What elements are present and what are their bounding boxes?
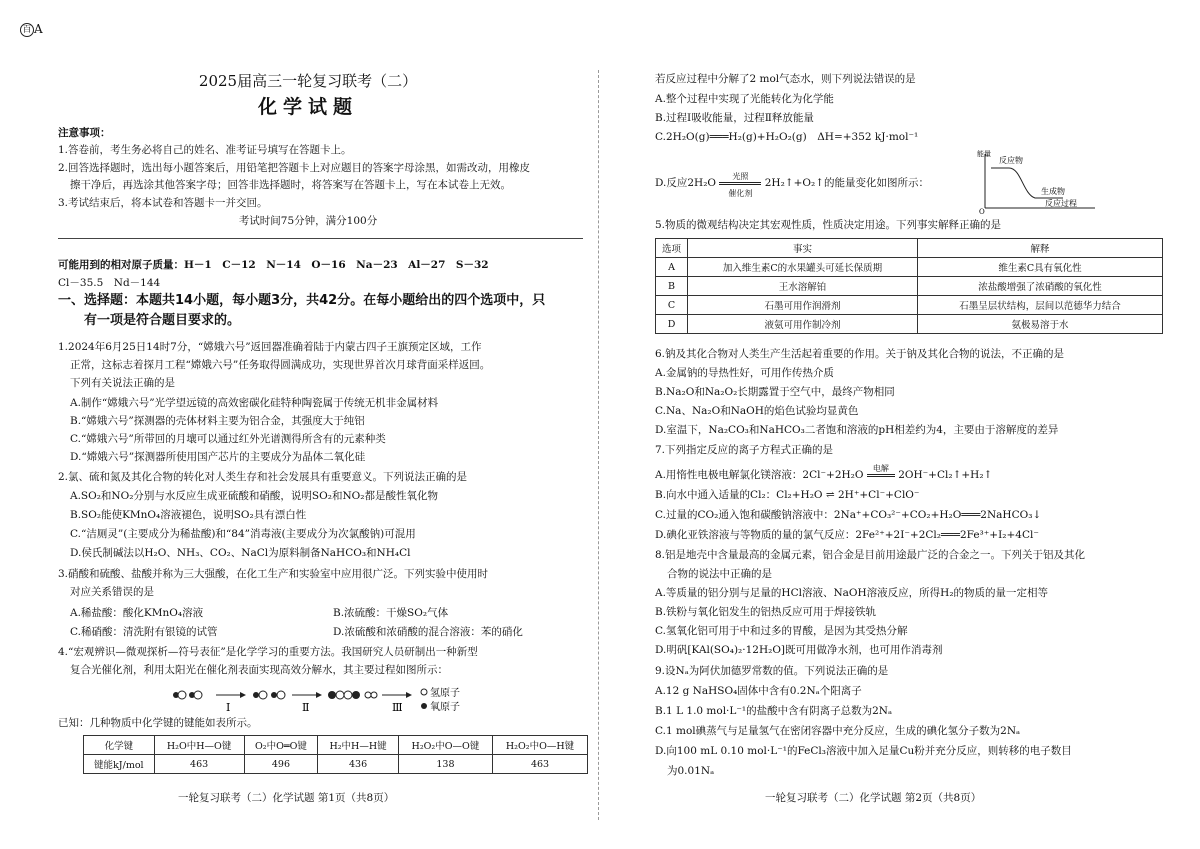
oxygen-legend-icon bbox=[421, 703, 427, 709]
bond-energy-table bbox=[83, 735, 588, 774]
q2-option-a: A.SO₂和NO₂分别与水反应生成亚硫酸和硝酸，说明SO₂和NO₂都是酸性氧化物 bbox=[70, 490, 438, 502]
q3-option-c: C.稀硝酸：清洗附有银镜的试管 bbox=[70, 626, 218, 638]
note-2-cont: 擦干净后，再选涂其他答案字母；回答非选择题时，将答案写在答题卡上，写在本试卷上无效。 bbox=[70, 179, 511, 191]
section-1-heading: 一、选择题：本题共14小题，每小题3分，共42分。在每小题给出的四个选项中，只 bbox=[58, 293, 546, 308]
q4-option-a: A.整个过程中实现了光能转化为化学能 bbox=[655, 93, 834, 105]
paper-badge bbox=[20, 22, 43, 37]
q6-stem: 6.钠及其化合物对人类生产生活起着重要的作用。关于钠及其化合物的说法，不正确的是 bbox=[655, 348, 1065, 360]
table-header-row bbox=[656, 239, 1163, 258]
q7-option-a bbox=[655, 463, 993, 482]
molecule-water-1 bbox=[173, 691, 202, 699]
table-cell: 王水溶解铂 bbox=[688, 277, 918, 296]
q7-a-condition bbox=[867, 463, 895, 477]
q7-a-cond-top: 电解 bbox=[872, 463, 889, 473]
table-header-cell: H₂O₂中O—O键 bbox=[398, 736, 492, 755]
table-cell: B bbox=[656, 277, 688, 296]
table-row bbox=[656, 315, 1163, 334]
q7-a-suffix: 2OH⁻+Cl₂↑+H₂↑ bbox=[898, 469, 993, 481]
exam-title: 2025届高三一轮复习联考（二） bbox=[198, 72, 418, 90]
arrowhead-2-icon bbox=[316, 692, 322, 698]
table-cell: A bbox=[656, 258, 688, 277]
table-cell: 维生素C具有氧化性 bbox=[918, 258, 1163, 277]
arrowhead-1-icon bbox=[240, 692, 246, 698]
table-cell: 键能kJ/mol bbox=[84, 755, 155, 774]
q4-d-cond-top: 光照 bbox=[732, 171, 749, 181]
q1-option-b: B.“嫦娥六号”探测器的壳体材料主要为铝合金，其强度大于纯铝 bbox=[70, 415, 365, 427]
table-header-cell: 事实 bbox=[688, 239, 918, 258]
product-label: 生成物 bbox=[1041, 187, 1065, 196]
arrowhead-3-icon bbox=[406, 692, 412, 698]
q7-option-b: B.向水中通入适量的Cl₂：Cl₂+H₂O ⇌ 2H⁺+Cl⁻+ClO⁻ bbox=[655, 489, 920, 501]
q2-stem: 2.氯、硫和氮及其化合物的转化对人类生存和社会发展具有重要意义。下列说法正确的是 bbox=[58, 471, 468, 483]
q4-stem-2: 复合光催化剂，利用太阳光在催化剂表面实现高效分解水，其主要过程如图所示： bbox=[70, 664, 448, 676]
note-3: 3.考试结束后，将本试卷和答题卡一并交回。 bbox=[58, 197, 268, 209]
header-rule bbox=[58, 238, 583, 239]
table-cell: 加入维生素C的水果罐头可延长保质期 bbox=[688, 258, 918, 277]
q1-stem: 1.2024年6月25日14时7分，“嫦娥六号”返回器准确着陆于内蒙古四子王旗预定区域，工作 bbox=[58, 341, 482, 353]
step-1-label: Ⅰ bbox=[226, 701, 231, 714]
notes-heading: 注意事项： bbox=[58, 127, 111, 139]
q7-stem: 7.下列指定反应的离子方程式正确的是 bbox=[655, 444, 834, 456]
badge-circle-icon: 百 bbox=[20, 23, 34, 37]
legend-oxygen: 氧原子 bbox=[430, 702, 460, 713]
q2-option-c: C.“洁厕灵”(主要成分为稀盐酸)和“84”消毒液(主要成分为次氯酸钠)可混用 bbox=[70, 528, 416, 540]
q3-stem-2: 对应关系错误的是 bbox=[70, 586, 154, 598]
q3-option-d: D.浓硫酸和浓硝酸的混合溶液：苯的硝化 bbox=[333, 626, 523, 638]
q8-option-c: C.氢氧化铝可用于中和过多的胃酸，是因为其受热分解 bbox=[655, 625, 908, 637]
molecule-intermediate bbox=[253, 691, 285, 699]
q8-option-a: A.等质量的铝分别与足量的HCl溶液、NaOH溶液反应，所得H₂的物质的量一定相等 bbox=[655, 587, 1049, 599]
table-header-row bbox=[84, 736, 588, 755]
step-3-label: Ⅲ bbox=[392, 701, 403, 714]
q9-option-d-cont: 为0.01Nₐ bbox=[667, 765, 715, 777]
origin-label: O bbox=[979, 208, 985, 214]
q8-option-b: B.铁粉与氧化铝发生的铝热反应可用于焊接铁轨 bbox=[655, 606, 877, 618]
q4-option-c: C.2H₂O(g)═══H₂(g)+H₂O₂(g) ΔH=+352 kJ·mol⁻¹ bbox=[655, 131, 919, 143]
q1-option-d: D.“嫦娥六号”探测器所使用国产芯片的主要成分为晶体二氧化硅 bbox=[70, 451, 366, 463]
note-2: 2.回答选择题时，选出每小题答案后，用铅笔把答题卡上对应题目的答案字母涂黑，如需改动，用橡皮 bbox=[58, 162, 531, 174]
badge-letter: A bbox=[34, 22, 43, 36]
note-1: 1.答卷前，考生务必将自己的姓名、准考证号填写在答题卡上。 bbox=[58, 144, 352, 156]
table-cell: 436 bbox=[318, 755, 399, 774]
legend-hydrogen: 氢原子 bbox=[430, 688, 460, 699]
q8-stem: 8.铝是地壳中含量最高的金属元素，铝合金是目前用途最广泛的合金之一。下列关于铝及其化 bbox=[655, 549, 1086, 561]
table-cell: 138 bbox=[398, 755, 492, 774]
q3-option-b: B.浓硫酸：干燥SO₂气体 bbox=[333, 607, 449, 619]
y-axis-label: 能量 bbox=[977, 150, 991, 158]
q7-option-c: C.过量的CO₂通入饱和碳酸钠溶液中：2Na⁺+CO₃²⁻+CO₂+H₂O═══2NaHCO₃↓ bbox=[655, 509, 1042, 521]
q6-option-a: A.金属钠的导热性好，可用作传热介质 bbox=[655, 367, 834, 379]
q8-option-d: D.明矾[KAl(SO₄)₂·12H₂O]既可用做净水剂，也可用作消毒剂 bbox=[655, 644, 943, 656]
molecule-h2o2 bbox=[328, 691, 377, 699]
q4-option-d bbox=[655, 171, 929, 198]
q1-stem-2: 正常，这标志着探月工程“嫦娥六号”任务取得圆满成功，实现世界首次月球背面采样返回。 bbox=[70, 359, 491, 371]
q4-d-condition bbox=[719, 171, 761, 198]
q3-stem: 3.硝酸和硫酸、盐酸并称为三大强酸，在化工生产和实验室中应用很广泛。下列实验中使用时 bbox=[58, 568, 489, 580]
page-2 bbox=[655, 0, 1175, 849]
x-axis-label: 反应过程 bbox=[1045, 199, 1077, 208]
table-header-cell: 化学键 bbox=[84, 736, 155, 755]
footer-page-2: 一轮复习联考（二）化学试题 第2页（共8页） bbox=[765, 792, 982, 804]
table-cell: 463 bbox=[493, 755, 588, 774]
q9-option-d: D.向100 mL 0.10 mol·L⁻¹的FeCl₃溶液中加入足量Cu粉并充分反应，则转移的电子数目 bbox=[655, 745, 1072, 757]
q4-d-cond-bottom: 催化剂 bbox=[728, 188, 753, 198]
table-row bbox=[656, 258, 1163, 277]
reactant-label: 反应物 bbox=[999, 156, 1023, 165]
q2-option-d: D.侯氏制碱法以H₂O、NH₃、CO₂、NaCl为原料制备NaHCO₃和NH₄Cl bbox=[70, 547, 411, 559]
table-row bbox=[656, 296, 1163, 315]
q5-stem: 5.物质的微观结构决定其宏观性质，性质决定用途。下列事实解释正确的是 bbox=[655, 219, 1002, 231]
q4-cont-stem: 若反应过程中分解了2 mol气态水，则下列说法错误的是 bbox=[655, 73, 916, 85]
table-cell: 浓盐酸增强了浓硝酸的氧化性 bbox=[918, 277, 1163, 296]
q8-stem-2: 合物的说法中正确的是 bbox=[667, 568, 772, 580]
q9-option-c: C.1 mol碘蒸气与足量氢气在密闭容器中充分反应，生成的碘化氢分子数为2Nₐ bbox=[655, 725, 1021, 737]
q9-option-a: A.12 g NaHSO₄固体中含有0.2Nₐ个阳离子 bbox=[655, 685, 862, 697]
q9-stem: 9.设Nₐ为阿伏加德罗常数的值。下列说法正确的是 bbox=[655, 665, 889, 677]
table-cell: D bbox=[656, 315, 688, 334]
table-row bbox=[656, 277, 1163, 296]
page-1 bbox=[58, 0, 618, 849]
q6-option-b: B.Na₂O和Na₂O₂长期露置于空气中，最终产物相同 bbox=[655, 386, 895, 398]
q7-option-d: D.碘化亚铁溶液与等物质的量的氯气反应：2Fe²⁺+2I⁻+2Cl₂═══2Fe³⁺+I₂+4Cl⁻ bbox=[655, 529, 1039, 541]
section-1-heading-cont: 有一项是符合题目要求的。 bbox=[84, 313, 241, 328]
footer-page-1: 一轮复习联考（二）化学试题 第1页（共8页） bbox=[178, 792, 395, 804]
q7-a-prefix: A.用惰性电极电解氯化镁溶液：2Cl⁻+2H₂O bbox=[655, 469, 864, 481]
atomic-masses-2: Cl－35.5 Nd－144 bbox=[58, 277, 161, 289]
exam-time: 考试时间75分钟，满分100分 bbox=[238, 215, 378, 227]
table-row bbox=[84, 755, 588, 774]
q1-stem-3: 下列有关说法正确的是 bbox=[70, 377, 175, 389]
table-cell: 496 bbox=[244, 755, 318, 774]
q4-d-suffix: 2H₂↑+O₂↑的能量变化如图所示： bbox=[764, 177, 929, 189]
q4-known: 已知：几种物质中化学键的键能如表所示。 bbox=[58, 717, 258, 729]
q2-option-b: B.SO₂能使KMnO₄溶液褪色，说明SO₂具有漂白性 bbox=[70, 509, 307, 521]
q1-option-c: C.“嫦娥六号”所带回的月壤可以通过红外光谱测得所含有的元素种类 bbox=[70, 433, 386, 445]
energy-diagram bbox=[965, 148, 1105, 214]
q1-option-a: A.制作“嫦娥六号”光学望远镜的高效密碳化硅特种陶瓷属于传统无机非金属材料 bbox=[70, 397, 439, 409]
q6-option-c: C.Na、Na₂O和NaOH的焰色试验均显黄色 bbox=[655, 405, 859, 417]
q4-process-diagram bbox=[168, 686, 488, 714]
q6-option-d: D.室温下，Na₂CO₃和NaHCO₃二者饱和溶液的pH相差约为4，主要由于溶解度的差异 bbox=[655, 424, 1059, 436]
table-header-cell: 解释 bbox=[918, 239, 1163, 258]
step-2-label: Ⅱ bbox=[302, 701, 310, 714]
q4-stem: 4.“宏观辨识—微观探析—符号表征”是化学学习的重要方法。我国研究人员研制出一种新型 bbox=[58, 646, 478, 658]
table-cell: C bbox=[656, 296, 688, 315]
q3-option-a: A.稀盐酸：酸化KMnO₄溶液 bbox=[70, 607, 204, 619]
hydrogen-legend-icon bbox=[421, 689, 427, 695]
table-cell: 液氨可用作制冷剂 bbox=[688, 315, 918, 334]
table-header-cell: H₂O中H—O键 bbox=[154, 736, 244, 755]
table-header-cell: 选项 bbox=[656, 239, 688, 258]
q5-table bbox=[655, 238, 1163, 334]
table-header-cell: H₂中H—H键 bbox=[318, 736, 399, 755]
q4-option-b: B.过程Ⅰ吸收能量，过程Ⅱ释放能量 bbox=[655, 112, 814, 124]
exam-subject: 化学试题 bbox=[257, 96, 358, 118]
q9-option-b: B.1 L 1.0 mol·L⁻¹的盐酸中含有阴离子总数为2Nₐ bbox=[655, 705, 893, 717]
atomic-masses-1: 可能用到的相对原子质量：H－1 C－12 N－14 O－16 Na－23 Al－27 S－32 bbox=[58, 259, 489, 271]
table-cell: 氨极易溶于水 bbox=[918, 315, 1163, 334]
table-header-cell: H₂O₂中O—H键 bbox=[493, 736, 588, 755]
table-header-cell: O₂中O═O键 bbox=[244, 736, 318, 755]
q4-d-prefix: D.反应2H₂O bbox=[655, 177, 717, 189]
table-cell: 石墨呈层状结构，层间以范德华力结合 bbox=[918, 296, 1163, 315]
table-cell: 石墨可用作润滑剂 bbox=[688, 296, 918, 315]
table-cell: 463 bbox=[154, 755, 244, 774]
